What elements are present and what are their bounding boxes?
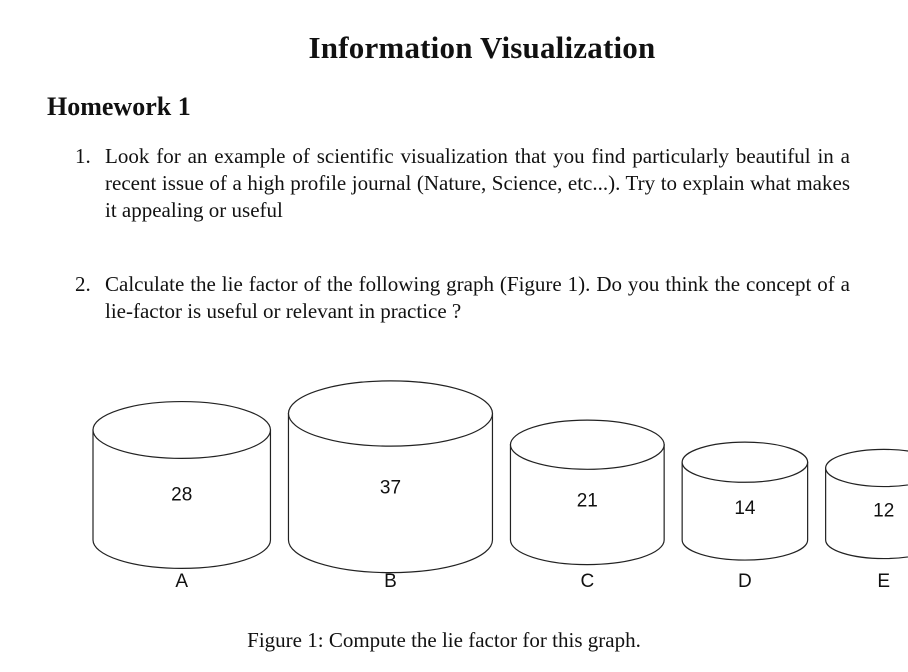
task-item-1	[75, 143, 850, 224]
cylinder-top	[682, 442, 807, 482]
cylinder-chart	[0, 340, 908, 610]
data-label: 12	[873, 500, 895, 522]
task-item-2	[75, 271, 850, 325]
task-number: 2.	[75, 272, 91, 296]
figure-caption: Figure 1: Compute the lie factor for this graph.	[247, 628, 641, 652]
cylinder-chart-canvas	[0, 340, 908, 610]
category-label: A	[175, 571, 189, 592]
cylinder-e	[826, 449, 908, 592]
data-label: 37	[379, 477, 402, 499]
task-text: Look for an example of scientific visualization that you find particularly beautiful in a recent issue of a high profile journal (Nature, Science, etc...). Try to explain what makes it appealing or useful	[105, 144, 850, 222]
cylinder-b	[288, 381, 492, 592]
cylinder-a	[93, 402, 270, 592]
data-label: 28	[171, 484, 193, 506]
data-label: 21	[576, 490, 598, 512]
cylinder-top	[288, 381, 492, 446]
cylinder-c	[510, 420, 664, 592]
cylinder-top	[93, 402, 270, 459]
task-text: Calculate the lie factor of the following graph (Figure 1). Do you think the concept of a lie-factor is useful or relevant in practice ?	[105, 272, 850, 323]
cylinder-d	[682, 442, 807, 592]
section-heading: Homework 1	[47, 92, 191, 121]
category-label: C	[580, 571, 595, 592]
cylinder-top	[510, 420, 664, 469]
category-label: D	[738, 571, 752, 592]
category-label: B	[384, 571, 397, 592]
task-number: 1.	[75, 144, 91, 168]
data-label: 14	[734, 498, 756, 520]
document-title: Information Visualization	[308, 30, 656, 65]
category-label: E	[877, 571, 891, 592]
